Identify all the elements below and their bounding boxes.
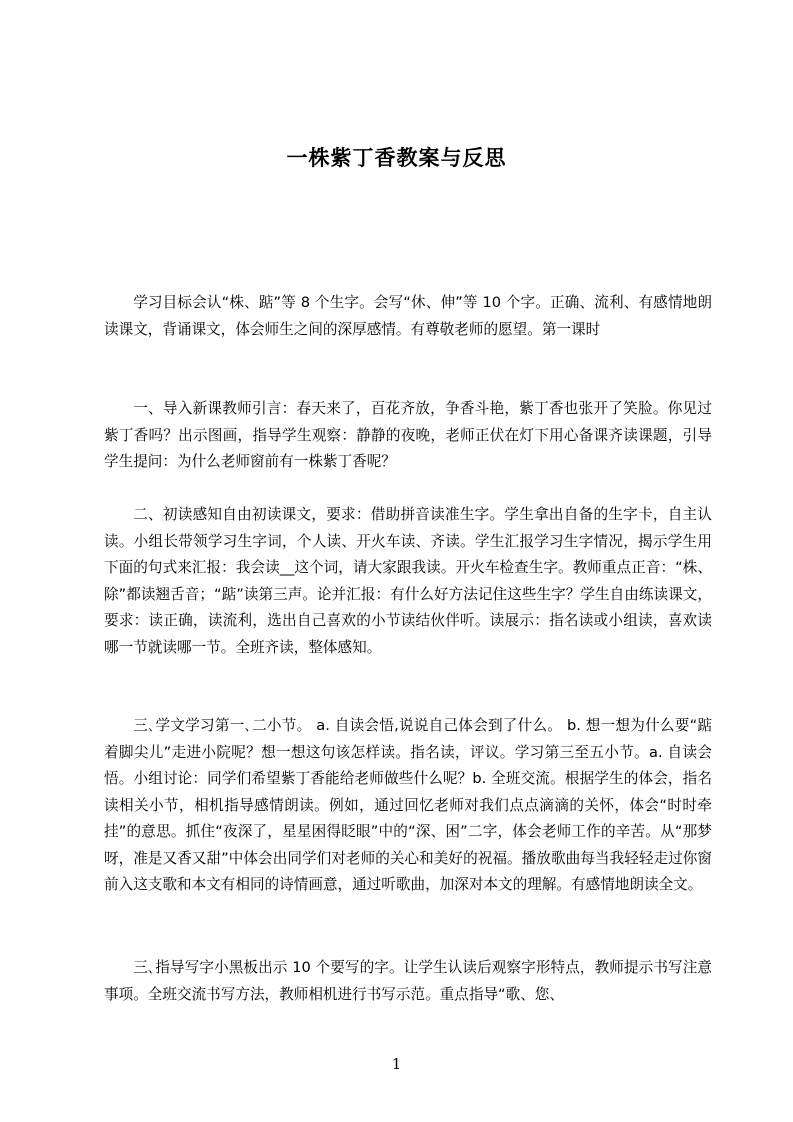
paragraph-learning-goals: 学习目标会认“株、踮”等 8 个生字。会写“休、伸”等 10 个字。正确、流利、有感情地朗读课文，背诵课文，体会师生之间的深厚感情。有尊敬老师的愿望。第一课时 [104, 294, 712, 338]
paragraph-study-text: 三､学文学习第一､二小节。 a. 自读会悟,说说自己体会到了什么。 b. 想一想为什么要“踮着脚尖儿”走进小院呢？想一想这句该怎样读。指名读，评议。学习第三至五小节。a. 自读会悟。小组讨论：同学们希望紫丁香能给老师做些什么呢？b. 全班交流。根据学生的体会，指名读相关小节，相机指导感情朗读。例如，通过回忆老师对我们点点滴滴的关怀，体会“时时牵挂”的意思。抓住“夜深了，星星困得眨眼”中的“深、困”二字，体会老师工作的辛苦。从“那梦呀，准是又香又甜”中体会出同学们对老师的关心和美好的祝福。播放歌曲每当我轻轻走过你窗前入这支歌和本文有相同的诗情画意，通过听歌曲，加深对本文的理解。有感情地朗读全文。 [104, 717, 712, 893]
document-title: 一株紫丁香教案与反思 [286, 146, 507, 170]
page-number: 1 [391, 1055, 402, 1073]
paragraph-first-reading: 二、初读感知自由初读课文，要求：借助拼音读准生字。学生拿出自备的生字卡，自主认读。小组长带领学习生字词，个人读、开火车读、齐读。学生汇报学习生字情况，揭示学生用下面的句式来汇报：我会读__这个词，请大家跟我读。开火车检查生字。教师重点正音：“株、除”都读翘舌音；“踮”读第三声。论并汇报：有什么好方法记住这些生字？学生自由练读课文，要求：读正确，读流利，选出自己喜欢的小节读结伙伴听。读展示：指名读或小组读，喜欢读哪一节就读哪一节。全班齐读，整体感知。 [104, 506, 712, 656]
paragraph-introduction: 一、导入新课教师引言：春天来了，百花齐放，争香斗艳，紫丁香也张开了笑脸。你见过紫丁香吗？出示图画，指导学生观察：静静的夜晚，老师正伏在灯下用心备课齐读课题，引导学生提问：为什么老师窗前有一株紫丁香呢？ [104, 400, 712, 470]
paragraph-writing-guidance: 三､指导写字小黑板出示 10 个要写的字。让学生认读后观察字形特点，教师提示书写注意事项。全班交流书写方法，教师相机进行书写示范。重点指导“歌、您、 [104, 959, 712, 1003]
